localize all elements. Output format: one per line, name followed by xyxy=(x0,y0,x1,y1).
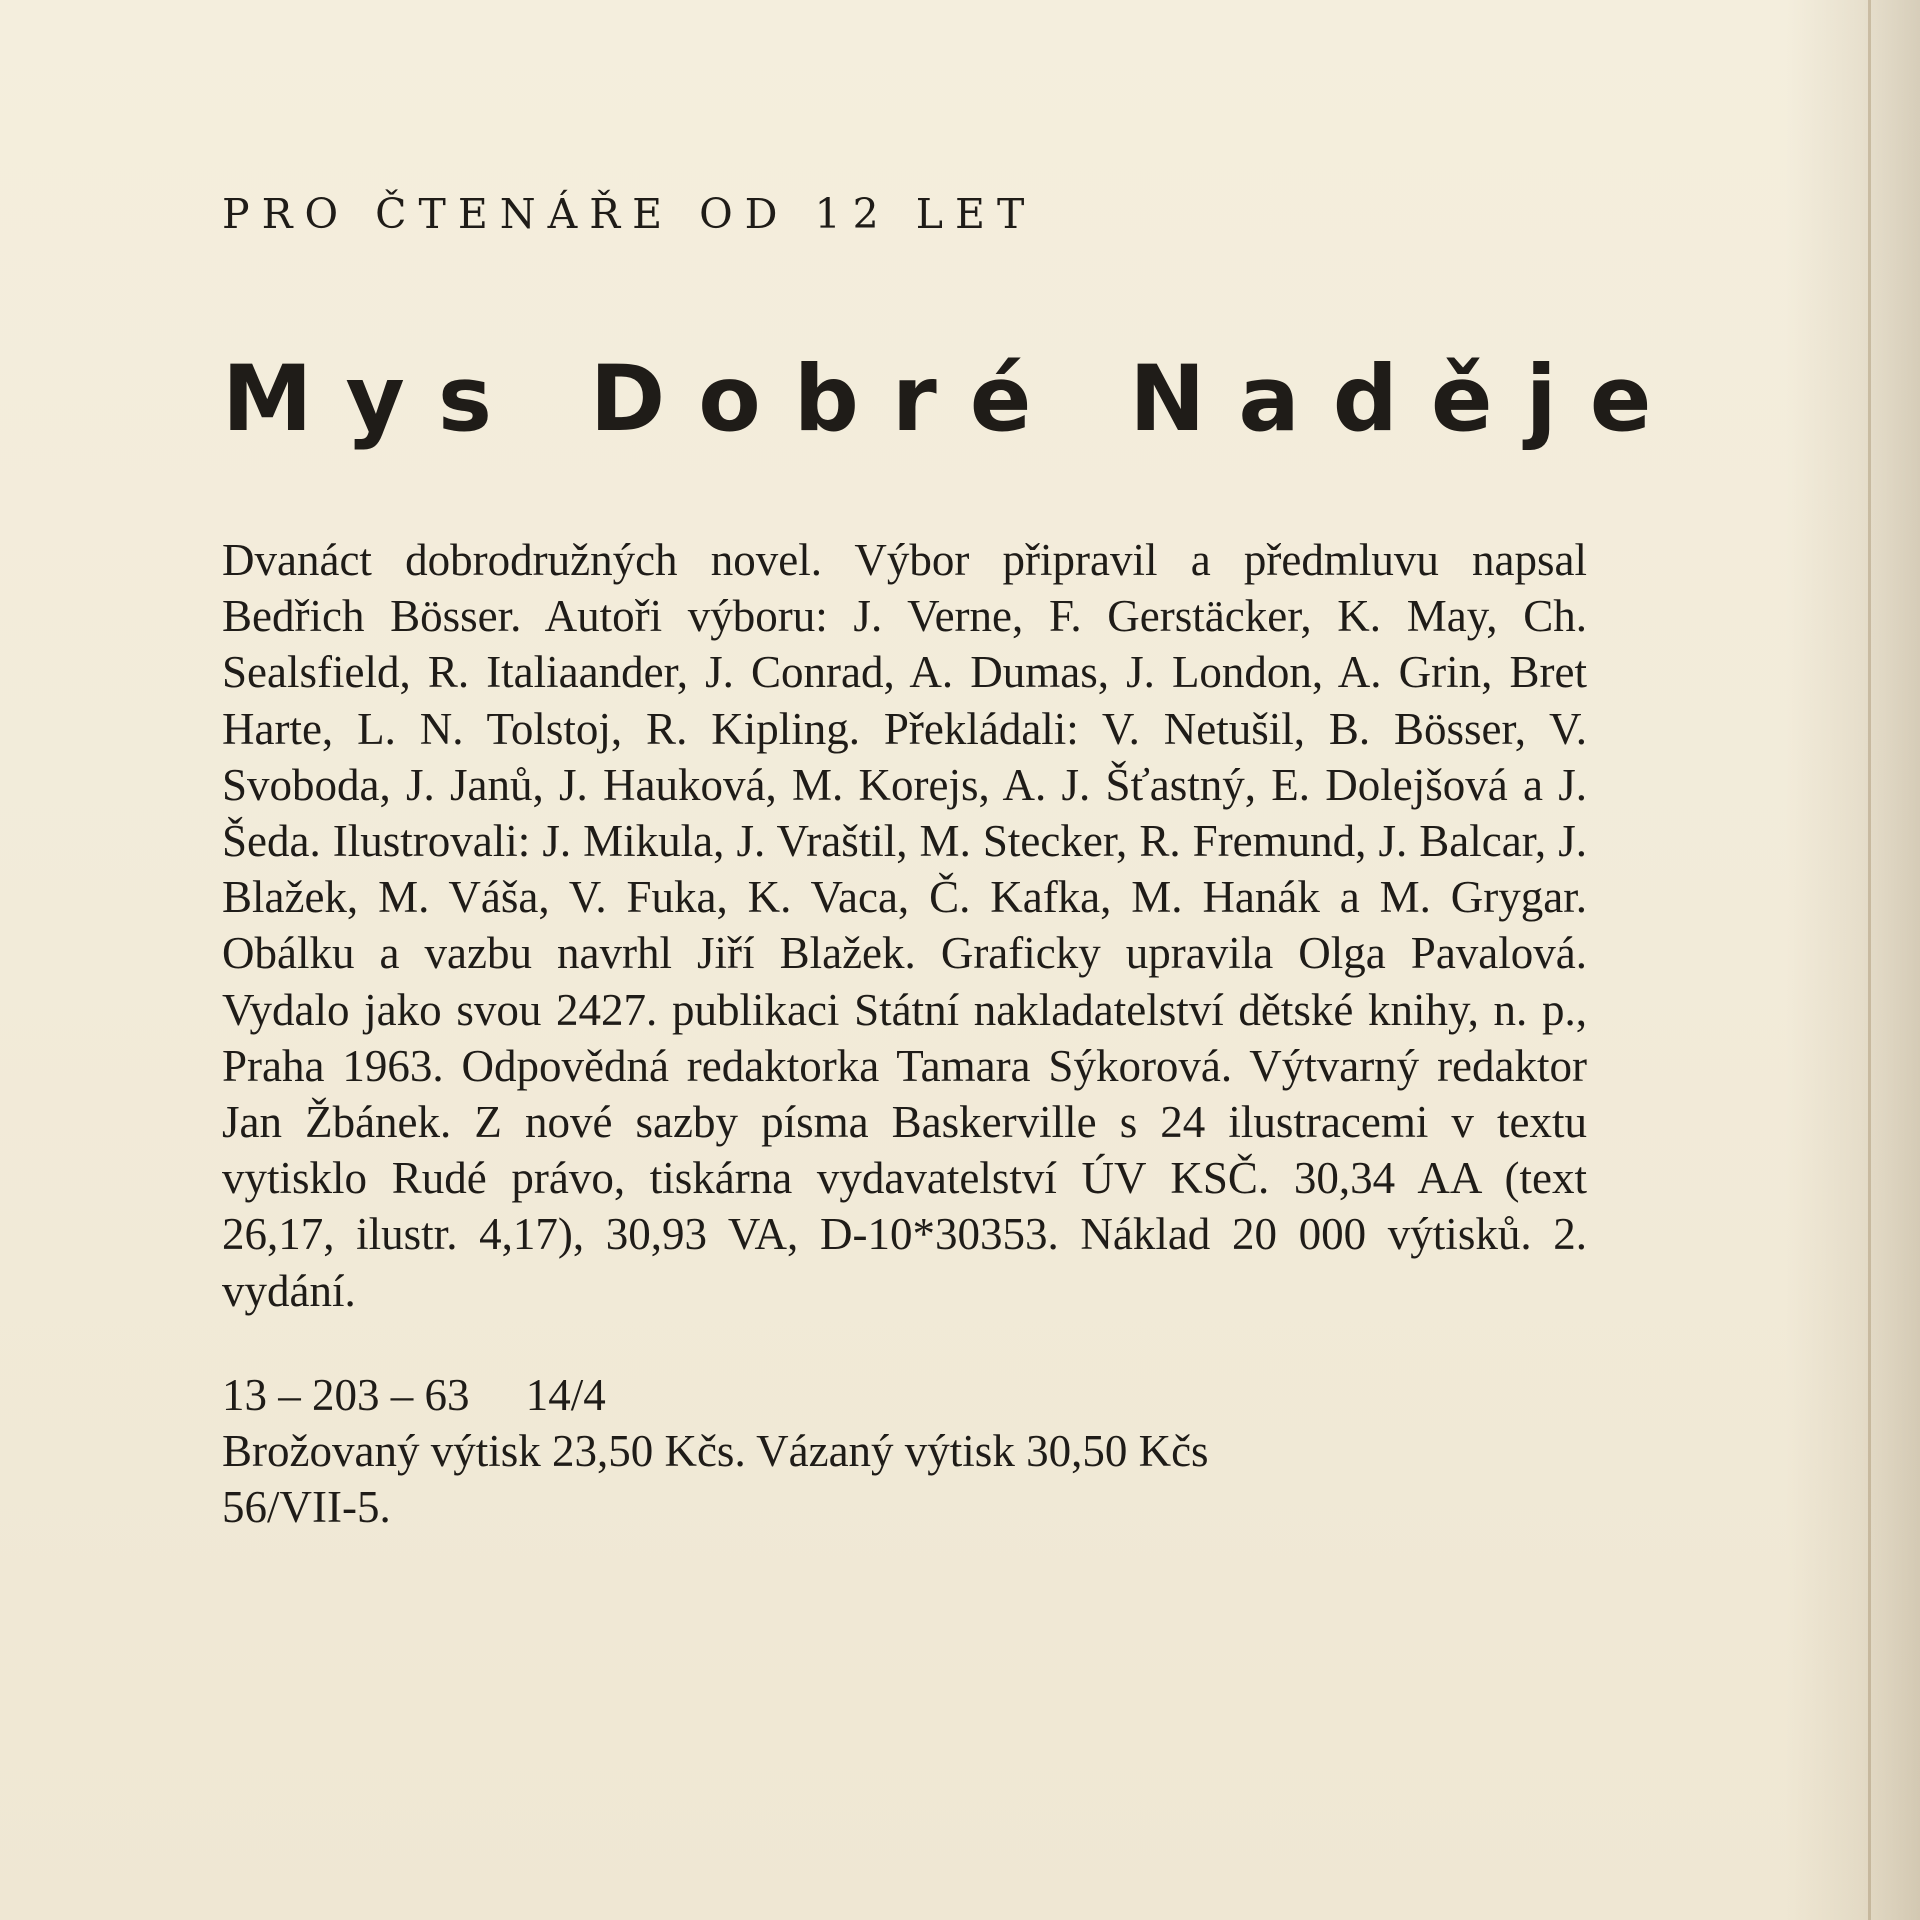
page-edge-shadow xyxy=(1868,0,1871,1920)
reader-age-line: PRO ČTENÁŘE OD 12 LET xyxy=(222,190,1037,238)
book-title: Mys Dobré Naděje xyxy=(222,347,1685,452)
imprint-page-content xyxy=(222,188,1685,1535)
print-footer xyxy=(222,1367,1602,1535)
print-codes: 13 – 203 – 63 14/4 xyxy=(222,1369,606,1420)
catalog-number: 56/VII-5. xyxy=(222,1481,391,1532)
price-line: Brožovaný výtisk 23,50 Kčs. Vázaný výtisk 30,50 Kčs xyxy=(222,1425,1209,1476)
colophon-paragraph: Dvanáct dobrodružných novel. Výbor připravil a předmluvu napsal Bedřich Bösser. Autoři výboru: J. Verne, F. Gerstäcker, K. May, Ch. Sealsfield, R. Italiaander, J. Conrad, A. Dumas, J. London, A. Grin, Bret Harte, L. N. Tolstoj, R. Kipling. Překládali: V. Netušil, B. Bösser, V. Svoboda, J. Janů, J. Hauková, M. Korejs, A. J. Šťastný, E. Dolejšová a J. Šeda. Ilustrovali: J. Mikula, J. Vraštil, M. Stecker, R. Fremund, J. Balcar, J. Blažek, M. Váša, V. Fuka, K. Vaca, Č. Kafka, M. Hanák a M. Grygar. Obálku a vazbu navrhl Jiří Blažek. Graficky upravila Olga Pavalová. Vydalo jako svou 2427. publikaci Státní nakladatelství dětské knihy, n. p., Praha 1963. Odpovědná redaktorka Tamara Sýkorová. Výtvarný redaktor Jan Žbánek. Z nové sazby písma Baskerville s 24 ilustracemi v textu vytisklo Rudé právo, tiskárna vydavatelství ÚV KSČ. 30,34 AA (text 26,17, ilustr. 4,17), 30,93 VA, D-10*30353. Náklad 20 000 výtisků. 2. vydání. xyxy=(222,535,1587,1316)
